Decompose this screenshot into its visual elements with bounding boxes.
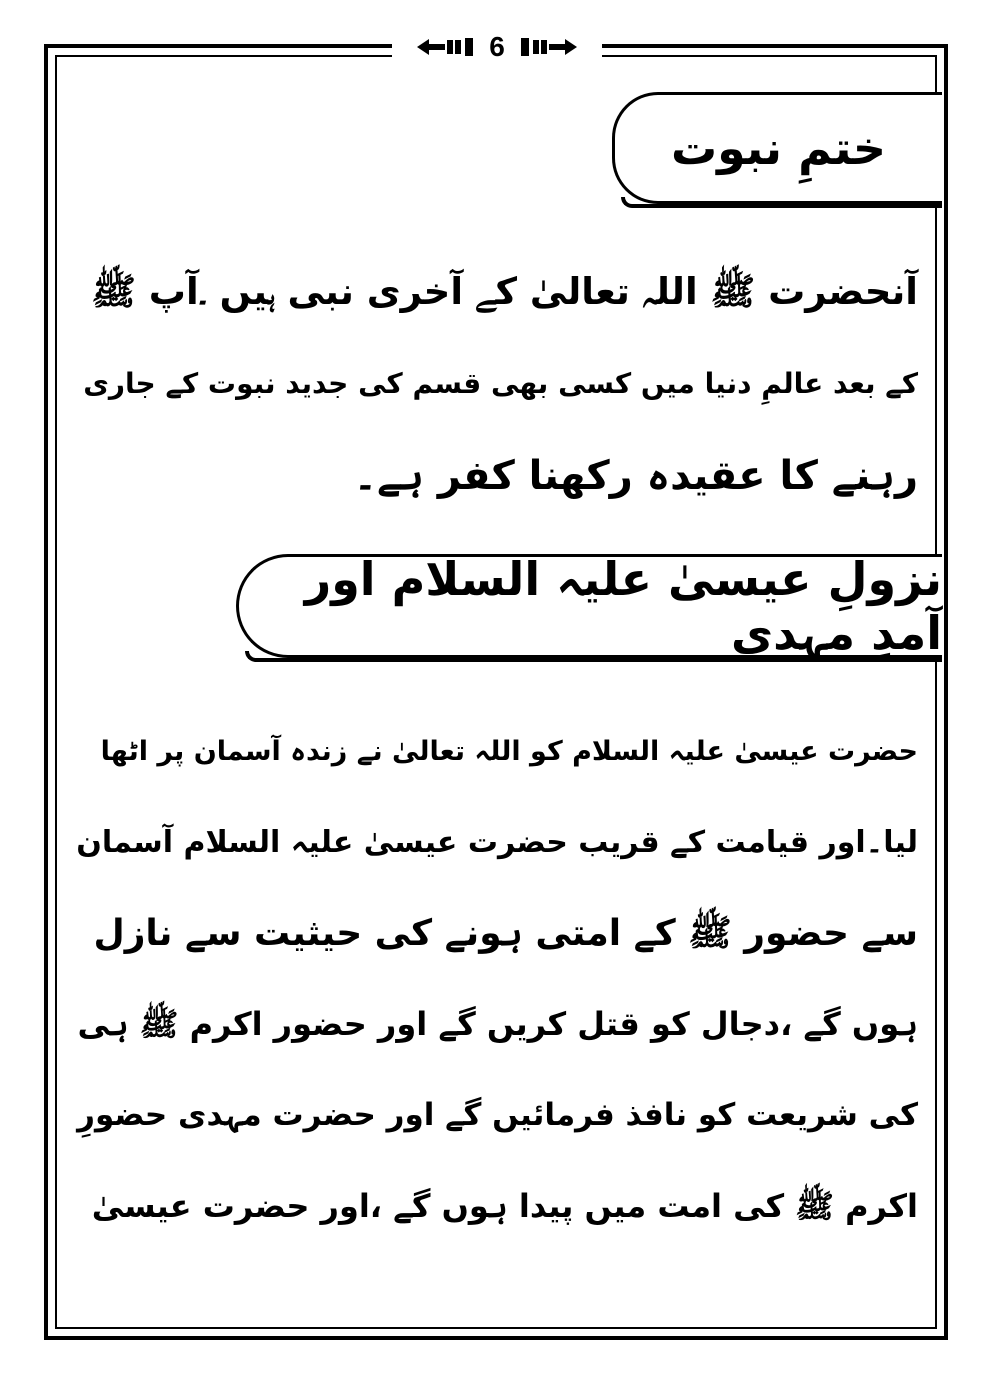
heading-shadow bbox=[621, 197, 942, 208]
heading-shadow bbox=[245, 651, 942, 662]
text-line: رہنے کا عقیدہ رکھنا کفر ہے۔ bbox=[353, 453, 918, 499]
section-heading-nuzool-e-isa bbox=[236, 554, 942, 658]
page-number: 6 bbox=[489, 31, 505, 62]
section-heading-khatm-e-nubuwwat bbox=[612, 92, 942, 204]
left-ornament-icon bbox=[417, 36, 479, 58]
right-ornament-icon bbox=[515, 36, 577, 58]
text-line: کے بعد عالمِ دنیا میں کسی بھی قسم کی جدید نبوت کے جاری bbox=[83, 367, 918, 400]
text-line: کی شریعت کو نافذ فرمائیں گے اور حضرت مہدی حضورِ bbox=[77, 1097, 918, 1133]
text-line: اکرم ﷺ کی امت میں پیدا ہوں گے ،اور حضرت عیسیٰ bbox=[91, 1187, 918, 1225]
text-line: لیا۔اور قیامت کے قریب حضرت عیسیٰ علیہ السلام آسمان bbox=[76, 825, 918, 860]
text-line: آنحضرت ﷺ اللہ تعالیٰ کے آخری نبی ہیں ۔آپ ﷺ bbox=[91, 270, 918, 313]
section-heading-text: ختمِ نبوت bbox=[670, 121, 887, 175]
page-number-header bbox=[392, 30, 602, 64]
section-heading-text: نزولِ عیسیٰ علیہ السلام اور آمدِ مہدی bbox=[304, 552, 942, 660]
paragraph-khatm-e-nubuwwat bbox=[76, 246, 918, 522]
paragraph-nuzool-e-isa bbox=[76, 706, 918, 1252]
text-line: حضرت عیسیٰ علیہ السلام کو اللہ تعالیٰ نے زندہ آسمان پر اٹھا bbox=[100, 736, 918, 767]
text-line: سے حضور ﷺ کے امتی ہونے کی حیثیت سے نازل bbox=[93, 913, 918, 954]
text-line: ہوں گے ،دجال کو قتل کریں گے اور حضور اکرم ﷺ ہی bbox=[77, 1005, 918, 1043]
